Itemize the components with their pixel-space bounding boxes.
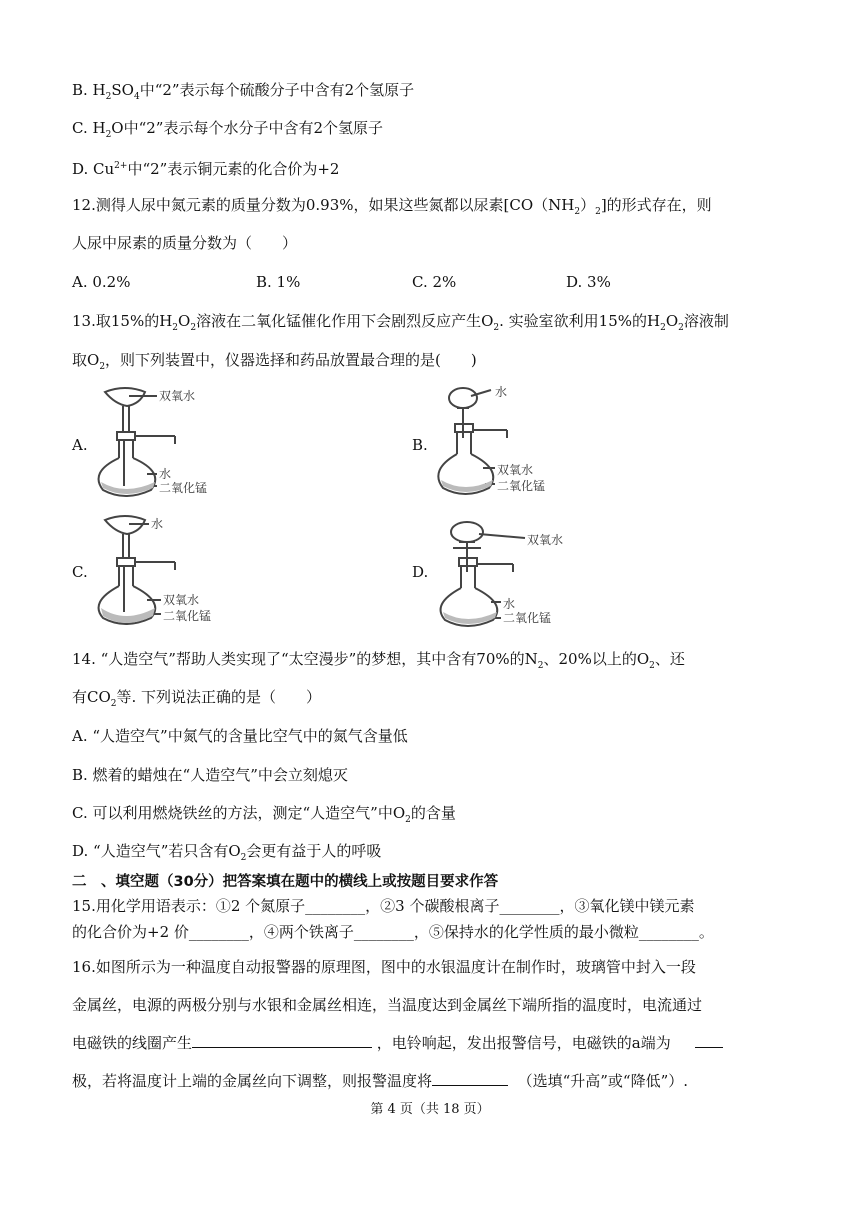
q14-stem-line1: 14. “人造空气”帮助人类实现了“太空漫步”的梦想，其中含有70%的$N_2$、20%以上的$O_2$、还 xyxy=(72,650,685,671)
q13-label-a: A. xyxy=(72,436,88,454)
q14-option-a: A. “人造空气”中氮气的含量比空气中的氮气含量低 xyxy=(72,727,408,745)
q11-option-d: D. $Cu^{2+}$中“2”表示铜元素的化合价为+2 xyxy=(72,160,340,178)
apparatus-b-top-label: 水 xyxy=(495,385,508,399)
q12-option-b: B. 1% xyxy=(256,273,301,291)
apparatus-b-diagram xyxy=(435,382,615,502)
q15-line1: 15.用化学用语表示：①2 个氮原子________，②3 个碳酸根离子________，③氧化镁中镁元素 xyxy=(72,897,695,915)
q16-blank-3[interactable] xyxy=(432,1071,508,1086)
q13-label-d: D. xyxy=(412,563,429,581)
q13-label-b: B. xyxy=(412,436,428,454)
apparatus-a-diagram xyxy=(95,382,275,502)
q16-blank-2[interactable] xyxy=(695,1033,723,1048)
q12-stem-line1: 12.测得人尿中氮元素的质量分数为0.93%，如果这些氮都以尿素$[CO(NH_2)_2]$的形式存在，则 xyxy=(72,196,712,217)
q12-option-a: A. 0.2% xyxy=(72,273,131,291)
apparatus-d-top-label: 双氧水 xyxy=(527,533,564,547)
apparatus-d-bot-label: 二氧化锰 xyxy=(503,611,552,625)
apparatus-a-bot-label: 二氧化锰 xyxy=(159,481,208,495)
q14-stem-line2: 有$CO_2$等. 下列说法正确的是（ ） xyxy=(72,688,322,709)
q13-stem-line1: 13.取15%的$H_2O_2$溶液在二氧化锰催化作用下会剧烈反应产生$O_2$. 实验室欲利用15%的$H_2O_2$溶液制 xyxy=(72,312,729,333)
apparatus-c-mid-label: 双氧水 xyxy=(163,593,200,607)
q12-stem-line2: 人尿中尿素的质量分数为（ ） xyxy=(72,234,298,252)
apparatus-a-mid-label: 水 xyxy=(159,467,172,481)
q11-option-b: B. $H_2SO_4$中“2”表示每个硫酸分子中含有2个氢原子 xyxy=(72,81,415,102)
q14-option-d: D. “人造空气”若只含有$O_2$会更有益于人的呼吸 xyxy=(72,842,382,863)
apparatus-a-top-label: 双氧水 xyxy=(159,389,196,403)
q13-stem-line2: 取$O_2$，则下列装置中，仪器选择和药品放置最合理的是( ) xyxy=(72,351,477,372)
q16-line3: 电磁铁的线圈产生 ，电铃响起，发出报警信号，电磁铁的a端为 xyxy=(72,1033,723,1053)
q16-blank-1[interactable] xyxy=(192,1033,372,1048)
q14-option-b: B. 燃着的蜡烛在“人造空气”中会立刻熄灭 xyxy=(72,766,348,784)
q12-option-c: C. 2% xyxy=(412,273,457,291)
q16-line2: 金属丝，电源的两极分别与水银和金属丝相连，当温度达到金属丝下端所指的温度时，电流通过 xyxy=(72,996,703,1014)
apparatus-d-diagram xyxy=(435,512,615,634)
apparatus-c-top-label: 水 xyxy=(151,517,164,531)
apparatus-b-bot-label: 二氧化锰 xyxy=(497,479,546,493)
apparatus-c-diagram xyxy=(95,512,275,632)
q16-line4: 极，若将温度计上端的金属丝向下调整，则报警温度将 （选填“升高”或“降低”）. xyxy=(72,1072,689,1090)
q14-option-c: C. 可以利用燃烧铁丝的方法，测定“人造空气”中$O_2$的含量 xyxy=(72,804,456,825)
apparatus-c-bot-label: 二氧化锰 xyxy=(163,609,212,623)
page-footer: 第 4 页（共 18 页） xyxy=(370,1102,490,1117)
q15-line2: 的化合价为+2 价________，④两个铁离子________，⑤保持水的化学性质的最小微粒________。 xyxy=(72,923,714,941)
q13-label-c: C. xyxy=(72,563,88,581)
q12-option-d: D. 3% xyxy=(566,273,611,291)
q11-option-c: C. $H_2O$中“2”表示每个水分子中含有2个氢原子 xyxy=(72,119,384,140)
section-2-heading: 二 、填空题（30分）把答案填在题中的横线上或按题目要求作答 xyxy=(72,874,499,890)
apparatus-d-mid-label: 水 xyxy=(503,597,516,611)
apparatus-b-mid-label: 双氧水 xyxy=(497,463,534,477)
q16-line1: 16.如图所示为一种温度自动报警器的原理图，图中的水银温度计在制作时，玻璃管中封入一段 xyxy=(72,958,696,976)
